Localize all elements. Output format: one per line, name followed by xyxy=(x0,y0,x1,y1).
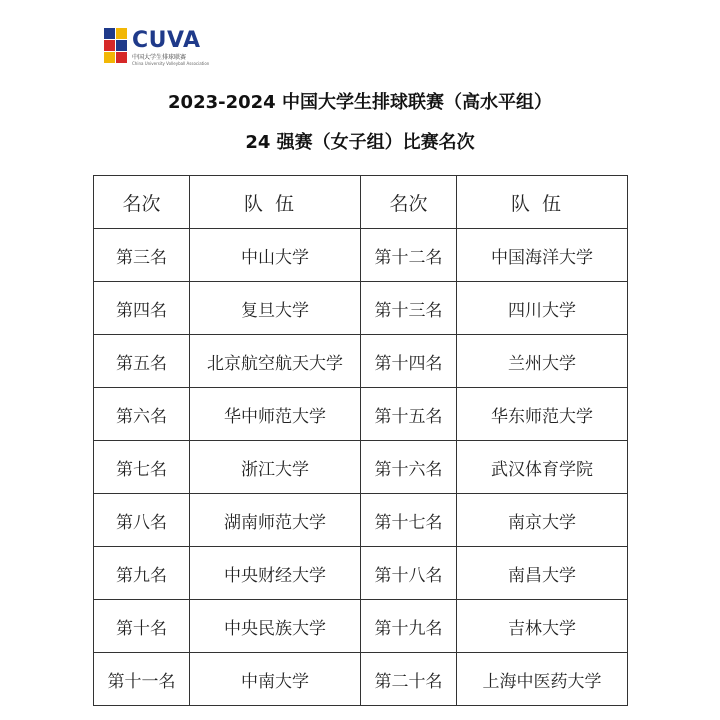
team-cell: 复旦大学 xyxy=(190,282,361,335)
table-row xyxy=(94,653,628,706)
team-cell: 浙江大学 xyxy=(190,441,361,494)
team-cell: 华中师范大学 xyxy=(190,388,361,441)
rank-cell: 第十八名 xyxy=(361,547,457,600)
cuva-logo xyxy=(104,28,214,72)
rank-cell: 第十三名 xyxy=(361,282,457,335)
team-cell: 中央民族大学 xyxy=(190,600,361,653)
table-row xyxy=(94,494,628,547)
team-cell: 武汉体育学院 xyxy=(457,441,628,494)
team-cell: 北京航空航天大学 xyxy=(190,335,361,388)
table-row xyxy=(94,335,628,388)
cuva-logo-icon xyxy=(104,28,128,64)
table-row xyxy=(94,547,628,600)
team-cell: 华东师范大学 xyxy=(457,388,628,441)
table-row xyxy=(94,441,628,494)
rank-cell: 第二十名 xyxy=(361,653,457,706)
table-row xyxy=(94,229,628,282)
rank-cell: 第十六名 xyxy=(361,441,457,494)
table-header-row xyxy=(94,176,628,229)
team-cell: 湖南师范大学 xyxy=(190,494,361,547)
team-cell: 南京大学 xyxy=(457,494,628,547)
table-row xyxy=(94,282,628,335)
header-team-right: 队伍 xyxy=(457,176,628,229)
page-title: 2023-2024 中国大学生排球联赛（高水平组） xyxy=(168,92,552,113)
rank-cell: 第六名 xyxy=(94,388,190,441)
rank-cell: 第十五名 xyxy=(361,388,457,441)
team-cell: 中央财经大学 xyxy=(190,547,361,600)
rank-cell: 第十四名 xyxy=(361,335,457,388)
logo-text: CUVA xyxy=(132,28,201,53)
rank-cell: 第七名 xyxy=(94,441,190,494)
logo-subtitle: 中国大学生排球联赛 xyxy=(132,54,187,61)
page-subtitle: 24 强赛（女子组）比赛名次 xyxy=(245,132,475,153)
header-rank-left: 名次 xyxy=(94,176,190,229)
team-cell: 中国海洋大学 xyxy=(457,229,628,282)
team-cell: 四川大学 xyxy=(457,282,628,335)
rank-cell: 第十二名 xyxy=(361,229,457,282)
table-row xyxy=(94,600,628,653)
rank-cell: 第三名 xyxy=(94,229,190,282)
rank-cell: 第八名 xyxy=(94,494,190,547)
team-cell: 中南大学 xyxy=(190,653,361,706)
team-cell: 上海中医药大学 xyxy=(457,653,628,706)
rank-cell: 第十七名 xyxy=(361,494,457,547)
team-cell: 南昌大学 xyxy=(457,547,628,600)
rank-cell: 第九名 xyxy=(94,547,190,600)
team-cell: 吉林大学 xyxy=(457,600,628,653)
header-rank-right: 名次 xyxy=(361,176,457,229)
table-row xyxy=(94,388,628,441)
rank-cell: 第十名 xyxy=(94,600,190,653)
ranking-table xyxy=(93,175,628,706)
rank-cell: 第十一名 xyxy=(94,653,190,706)
rank-cell: 第五名 xyxy=(94,335,190,388)
logo-subtitle-en: China University Volleyball Association xyxy=(132,61,210,66)
rank-cell: 第四名 xyxy=(94,282,190,335)
header-team-left: 队伍 xyxy=(190,176,361,229)
rank-cell: 第十九名 xyxy=(361,600,457,653)
team-cell: 兰州大学 xyxy=(457,335,628,388)
team-cell: 中山大学 xyxy=(190,229,361,282)
